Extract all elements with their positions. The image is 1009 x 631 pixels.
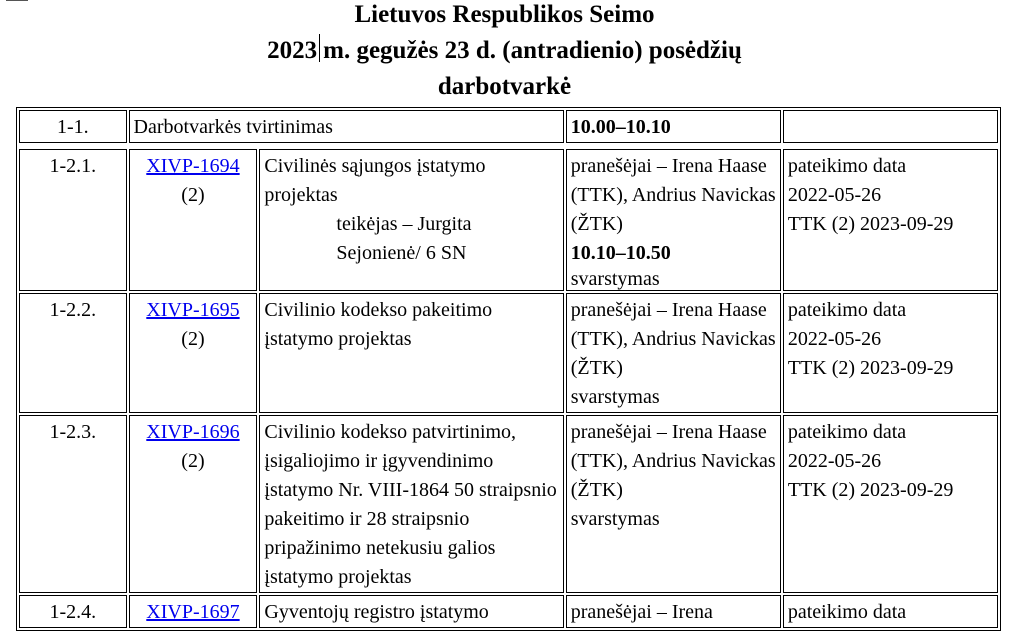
row-number: 1-2.2. <box>19 293 127 413</box>
committee-date: TTK (2) 2023-09-29 <box>787 357 954 379</box>
committee-date: TTK (2) 2023-09-29 <box>787 479 954 501</box>
project-cell <box>129 595 258 628</box>
dates-cell <box>783 149 998 291</box>
stage: svarstymas <box>570 508 660 530</box>
row-number: 1-1. <box>19 110 127 143</box>
project-link[interactable]: XIVP-1696 <box>146 421 240 443</box>
submission-date: 2022-05-26 <box>787 184 882 206</box>
row-number: 1-2.1. <box>19 149 127 291</box>
project-description: Gyventojų registro įstatymo <box>259 595 563 628</box>
dates-cell <box>783 415 998 593</box>
submitter-detail: Sejonienė/ 6 SN <box>336 242 467 264</box>
project-description <box>259 149 563 291</box>
item-title: Darbotvarkės tvirtinimas <box>129 110 564 143</box>
empty-cell <box>783 110 998 143</box>
table-row <box>19 595 998 628</box>
title-year: 2023 <box>267 37 318 64</box>
speakers: pranešėjai – Irena Haase (TTK), Andrius Navickas (ŽTK) <box>570 421 776 501</box>
speakers: pranešėjai – Irena Haase (TTK), Andrius Navickas (ŽTK) <box>570 299 776 379</box>
project-title: Civilinės sąjungos įstatymo projektas <box>264 155 486 206</box>
table-row <box>19 415 998 593</box>
project-link[interactable]: XIVP-1695 <box>146 299 240 321</box>
row-number: 1-2.4. <box>19 595 127 628</box>
project-cell <box>129 149 258 291</box>
title-line-3: darbotvarkė <box>437 73 572 100</box>
reading-count: (2) <box>181 328 205 350</box>
table-row <box>19 293 998 413</box>
title-date: m. gegužės 23 d. (antradienio) posėdžių <box>323 37 742 64</box>
date-label: pateikimo data <box>787 299 907 321</box>
dates-cell: pateikimo data <box>783 595 998 628</box>
project-cell <box>129 293 258 413</box>
reading-count: (2) <box>181 450 205 472</box>
speakers: pranešėjai – Irena Haase (TTK), Andrius Navickas (ŽTK) <box>570 155 776 235</box>
document-title <box>0 0 1009 105</box>
title-line-2 <box>0 33 1009 69</box>
speakers-cell: pranešėjai – Irena <box>566 595 781 628</box>
table-row <box>19 149 998 291</box>
agenda-table-frame <box>16 107 1001 631</box>
title-line-1: Lietuvos Respublikos Seimo <box>354 1 655 28</box>
date-label: pateikimo data <box>787 421 907 443</box>
project-description: Civilinio kodekso patvirtinimo, įsigaliojimo ir įgyvendinimo įstatymo Nr. VIII-1864 50 straipsnio pakeitimo ir 28 straipsnio pripažinimo netekusiu galios įstatymo projektas <box>259 415 563 593</box>
reading-count: (2) <box>181 184 205 206</box>
row-number: 1-2.3. <box>19 415 127 593</box>
item-time: 10.00–10.10 <box>566 110 781 143</box>
project-cell <box>129 415 258 593</box>
project-description: Civilinio kodekso pakeitimo įstatymo projektas <box>259 293 563 413</box>
stage: svarstymas <box>570 386 660 408</box>
speakers-cell <box>566 415 781 593</box>
project-link[interactable]: XIVP-1697 <box>146 601 240 623</box>
date-label: pateikimo data <box>787 155 907 177</box>
agenda-table <box>17 108 1000 630</box>
speakers-cell <box>566 293 781 413</box>
submission-date: 2022-05-26 <box>787 450 882 472</box>
item-time: 10.10–10.50 <box>570 242 671 264</box>
table-row <box>19 110 998 143</box>
submission-date: 2022-05-26 <box>787 328 882 350</box>
dates-cell <box>783 293 998 413</box>
project-link[interactable]: XIVP-1694 <box>146 155 240 177</box>
submitter: teikėjas – Jurgita <box>336 213 472 235</box>
stage: svarstymas <box>570 268 660 290</box>
text-cursor <box>319 34 320 62</box>
speakers-cell <box>566 149 781 291</box>
committee-date: TTK (2) 2023-09-29 <box>787 213 954 235</box>
